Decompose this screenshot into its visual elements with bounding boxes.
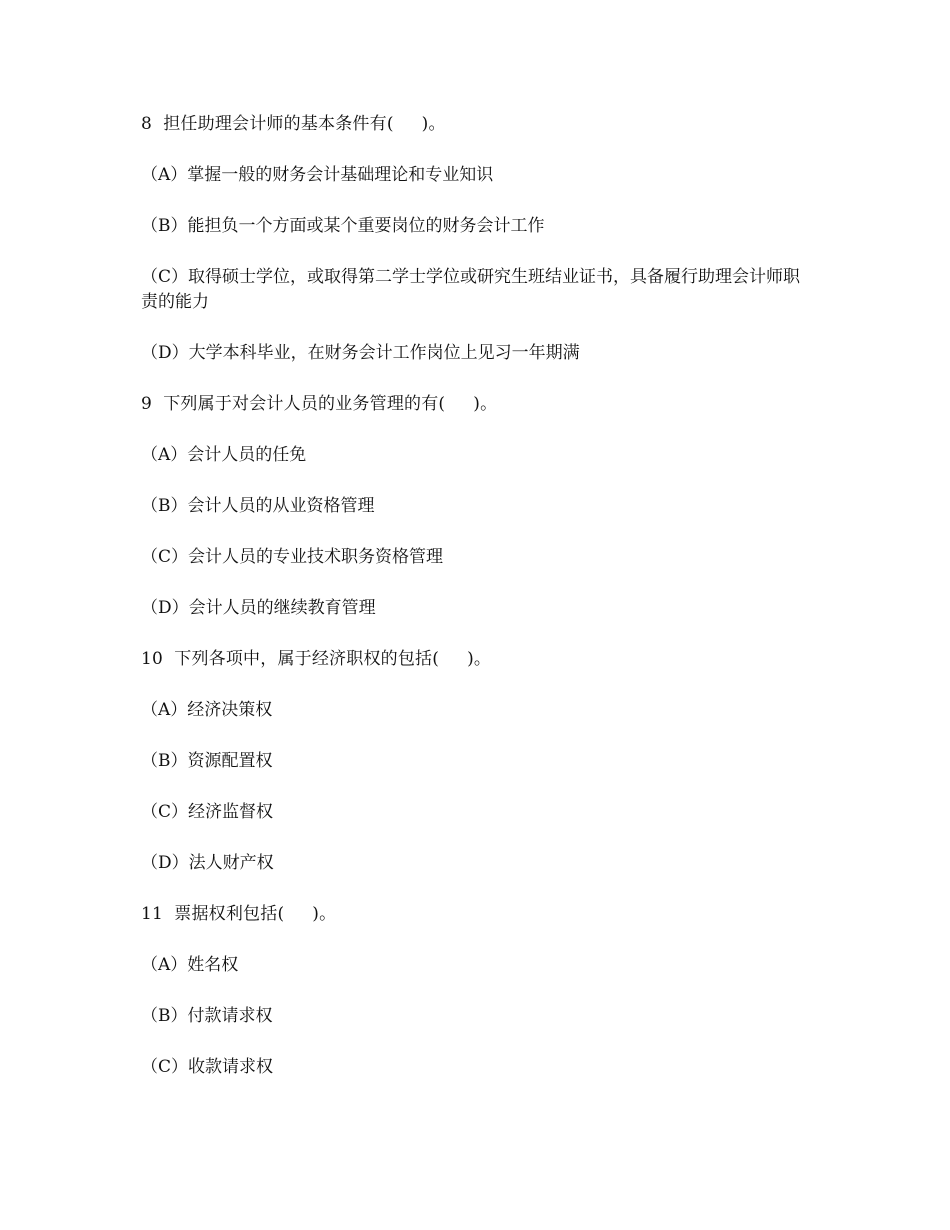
question-10-option-b: （B）资源配置权 xyxy=(141,751,273,771)
question-10-option-c: （C）经济监督权 xyxy=(141,802,274,822)
document-content xyxy=(141,112,811,1106)
question-9-option-b: （B）会计人员的从业资格管理 xyxy=(141,496,375,516)
question-8-text: 8 担任助理会计师的基本条件有( )。 xyxy=(141,114,446,134)
question-8-option-a: （A）掌握一般的财务会计基础理论和专业知识 xyxy=(141,165,494,185)
question-8-option-d: （D）大学本科毕业，在财务会计工作岗位上见习一年期满 xyxy=(141,343,580,363)
question-10-option-a: （A）经济决策权 xyxy=(141,700,273,720)
question-8-option-b: （B）能担负一个方面或某个重要岗位的财务会计工作 xyxy=(141,216,545,236)
question-8-option-c: （C）取得硕士学位，或取得第二学士学位或研究生班结业证书，具备履行助理会计师职责的能力 xyxy=(141,267,801,312)
question-10-text: 10 下列各项中，属于经济职权的包括( )。 xyxy=(141,649,492,669)
question-11-text: 11 票据权利包括( )。 xyxy=(141,904,337,924)
question-11-option-b: （B）付款请求权 xyxy=(141,1006,273,1026)
question-10-option-d: （D）法人财产权 xyxy=(141,853,274,873)
question-9-option-c: （C）会计人员的专业技术职务资格管理 xyxy=(141,547,444,567)
question-11-option-a: （A）姓名权 xyxy=(141,955,239,975)
question-9-option-d: （D）会计人员的继续教育管理 xyxy=(141,598,376,618)
question-9-text: 9 下列属于对会计人员的业务管理的有( )。 xyxy=(141,394,498,414)
question-9-option-a: （A）会计人员的任免 xyxy=(141,445,307,465)
question-11-option-c: （C）收款请求权 xyxy=(141,1057,274,1077)
